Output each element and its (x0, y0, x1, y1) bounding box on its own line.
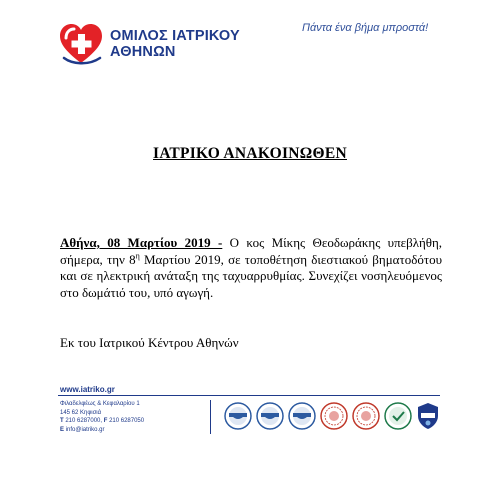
heart-cross-logo-icon (58, 22, 104, 66)
body-part-2: Μαρτίου 2019, σε τοποθέτηση διεστιακού βηματοδότου και σε ηλεκτρική ανάταξη της ταχυαρρυθμίας. Συνεχίζει νοσηλευόμενος στο δωμάτιό του, υπό αγωγή. (60, 251, 442, 300)
address-line-1: Φιλαδελφέως & Κεφαλαρίου 1 (60, 401, 140, 407)
email-line: E info@iatriko.gr (60, 426, 105, 433)
email-link[interactable]: info@iatriko.gr (65, 426, 105, 433)
footer-divider (58, 395, 440, 396)
certification-badges (220, 400, 442, 432)
body-part-1: Ο κος Μίκης Θεοδωράκης υπεβλήθη, σήμερα, την 8 (60, 235, 443, 267)
certification-seal-icon (414, 402, 442, 430)
footer-address (60, 400, 144, 434)
announcement-lead: Αθήνα, 08 Μαρτίου 2019 - (60, 235, 223, 250)
phone-number: 210 6287000, (65, 418, 103, 424)
logo-text (110, 28, 240, 60)
phone-fax-line: T 210 6287000, F 210 6287050 (60, 418, 145, 424)
document-title: ΙΑΤΡΙΚΟ ΑΝΑΚΟΙΝΩΘΕΝ (153, 145, 347, 162)
logo-line-1: ΟΜΙΛΟΣ ΙΑΤΡΙΚΟΥ (110, 28, 240, 44)
certification-seal-icon (384, 402, 412, 430)
signature: Εκ του Ιατρικού Κέντρου Αθηνών (60, 335, 239, 350)
certification-seal-icon (224, 402, 252, 430)
ordinal-superscript: η (135, 251, 140, 261)
certification-seal-icon (288, 402, 316, 430)
logo-line-2: ΑΘΗΝΩΝ (110, 44, 176, 60)
fax-number: 210 6287050 (109, 418, 145, 424)
address-line-2: 145 62 Κηφισιά (60, 409, 102, 416)
company-logo (58, 22, 248, 66)
certification-seal-icon (320, 402, 348, 430)
certification-seal-icon (256, 402, 284, 430)
website-link[interactable]: www.iatriko.gr (60, 385, 115, 394)
certification-seal-icon (352, 402, 380, 430)
footer-vertical-divider (210, 400, 211, 434)
tagline: Πάντα ένα βήμα μπροστά! (302, 22, 429, 34)
announcement-body (60, 235, 442, 301)
